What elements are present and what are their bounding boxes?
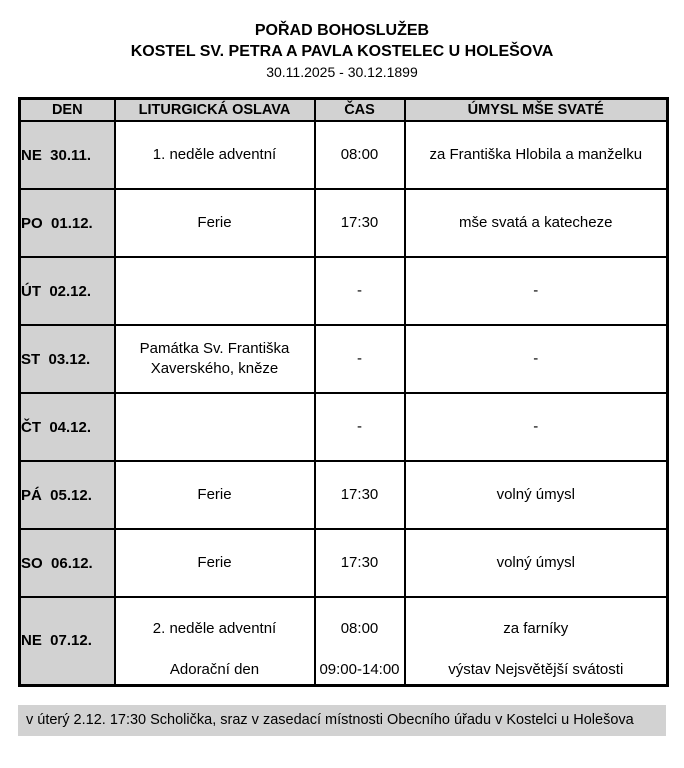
day-cell: ÚT 02.12.	[20, 257, 115, 325]
celebration-cell	[115, 393, 315, 461]
column-header-intention: ÚMYSL MŠE SVATÉ	[405, 99, 668, 122]
celebration-cell: Ferie	[115, 461, 315, 529]
intention-cell: za Františka Hlobila a manželku	[405, 121, 668, 189]
celebration-cell: Ferie	[115, 189, 315, 257]
celebration-cell	[115, 257, 315, 325]
intention-cell: -	[405, 393, 668, 461]
date-range: 30.11.2025 - 30.12.1899	[266, 64, 418, 80]
celebration-cell: Ferie	[115, 529, 315, 597]
time-cell: -	[315, 257, 405, 325]
day-cell: PO 01.12.	[20, 189, 115, 257]
time-cell: 17:30	[315, 461, 405, 529]
intention-cell: volný úmysl	[405, 461, 668, 529]
table-row	[20, 597, 668, 685]
table-row	[20, 325, 668, 393]
intention-cell: mše svatá a katecheze	[405, 189, 668, 257]
intention-cell: za farníky výstav Nejsvětější svátosti	[405, 597, 668, 685]
page-title: POŘAD BOHOSLUŽEB	[254, 22, 430, 39]
time-cell: -	[315, 393, 405, 461]
column-header-time: ČAS	[315, 99, 405, 122]
day-cell: NE 30.11.	[20, 121, 115, 189]
intention-cell: -	[405, 325, 668, 393]
page-subtitle: KOSTEL SV. PETRA A PAVLA KOSTELEC U HOLEŠOVA	[130, 43, 554, 60]
intention-cell: -	[405, 257, 668, 325]
schedule-body	[20, 121, 668, 685]
day-cell: PÁ 05.12.	[20, 461, 115, 529]
celebration-cell: 1. neděle adventní	[115, 121, 315, 189]
table-row	[20, 461, 668, 529]
celebration-cell: Památka Sv. Františka Xaverského, kněze	[115, 325, 315, 393]
time-cell: 08:00	[315, 121, 405, 189]
day-cell: ST 03.12.	[20, 325, 115, 393]
footer-note: v úterý 2.12. 17:30 Scholička, sraz v zasedací místnosti Obecního úřadu v Kostelci u Holešova	[18, 705, 666, 736]
table-row	[20, 189, 668, 257]
column-header-day: DEN	[20, 99, 115, 122]
schedule-table-header	[20, 99, 668, 122]
time-cell: -	[315, 325, 405, 393]
document-header	[18, 20, 666, 83]
schedule-table	[18, 97, 669, 687]
day-cell: ČT 04.12.	[20, 393, 115, 461]
celebration-cell: 2. neděle adventní Adorační den	[115, 597, 315, 685]
table-row	[20, 257, 668, 325]
time-cell: 17:30	[315, 529, 405, 597]
time-cell: 08:00 09:00-14:00	[315, 597, 405, 685]
day-cell: SO 06.12.	[20, 529, 115, 597]
table-row	[20, 393, 668, 461]
intention-cell: volný úmysl	[405, 529, 668, 597]
table-row	[20, 529, 668, 597]
table-row	[20, 121, 668, 189]
time-cell: 17:30	[315, 189, 405, 257]
day-cell: NE 07.12.	[20, 597, 115, 685]
header-row	[20, 99, 668, 122]
column-header-celebration: LITURGICKÁ OSLAVA	[115, 99, 315, 122]
